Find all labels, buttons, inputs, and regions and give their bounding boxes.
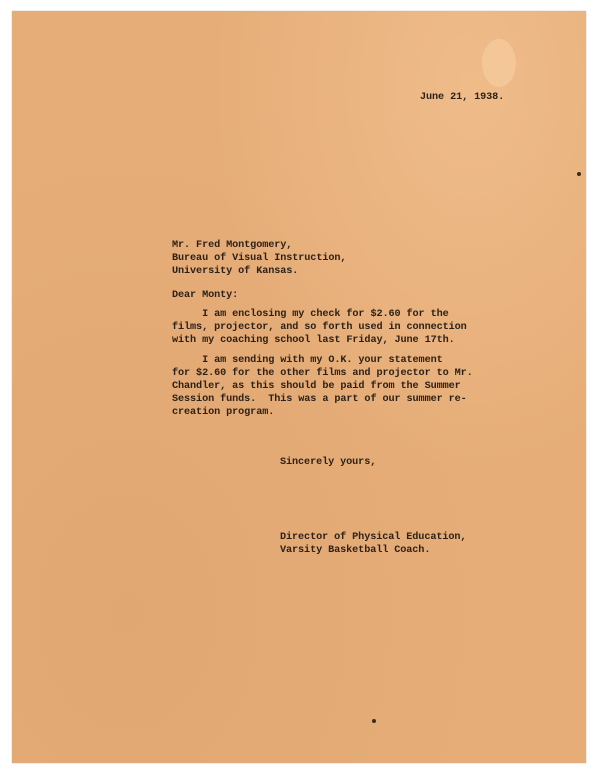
signature-block: [280, 531, 466, 557]
letter-date: June 21, 1938.: [420, 92, 505, 103]
recipient-line: Mr. Fred Montgomery,: [172, 240, 293, 251]
paragraph-line: I am sending with my O.K. your statement: [172, 355, 443, 366]
signature-line: Varsity Basketball Coach.: [280, 545, 431, 556]
salutation: Dear Monty:: [172, 290, 239, 301]
paragraph-line: creation program.: [172, 407, 275, 418]
recipient-address: [172, 239, 346, 278]
paragraph-2: [172, 354, 473, 419]
paragraph-1: [172, 308, 467, 347]
paper-stain: [482, 39, 516, 87]
letter-page: [12, 11, 586, 763]
margin-mark: [577, 172, 581, 176]
margin-mark: [372, 719, 376, 723]
paragraph-line: Session funds. This was a part of our summer re-: [172, 394, 467, 405]
recipient-line: Bureau of Visual Instruction,: [172, 253, 347, 264]
paragraph-line: films, projector, and so forth used in connection: [172, 322, 467, 333]
paragraph-line: I am enclosing my check for $2.60 for the: [172, 309, 449, 320]
paragraph-line: for $2.60 for the other films and projector to Mr.: [172, 368, 473, 379]
recipient-line: University of Kansas.: [172, 266, 299, 277]
paragraph-line: Chandler, as this should be paid from the Summer: [172, 381, 461, 392]
paragraph-line: with my coaching school last Friday, June 17th.: [172, 335, 455, 346]
closing: Sincerely yours,: [280, 457, 377, 468]
signature-line: Director of Physical Education,: [280, 532, 467, 543]
